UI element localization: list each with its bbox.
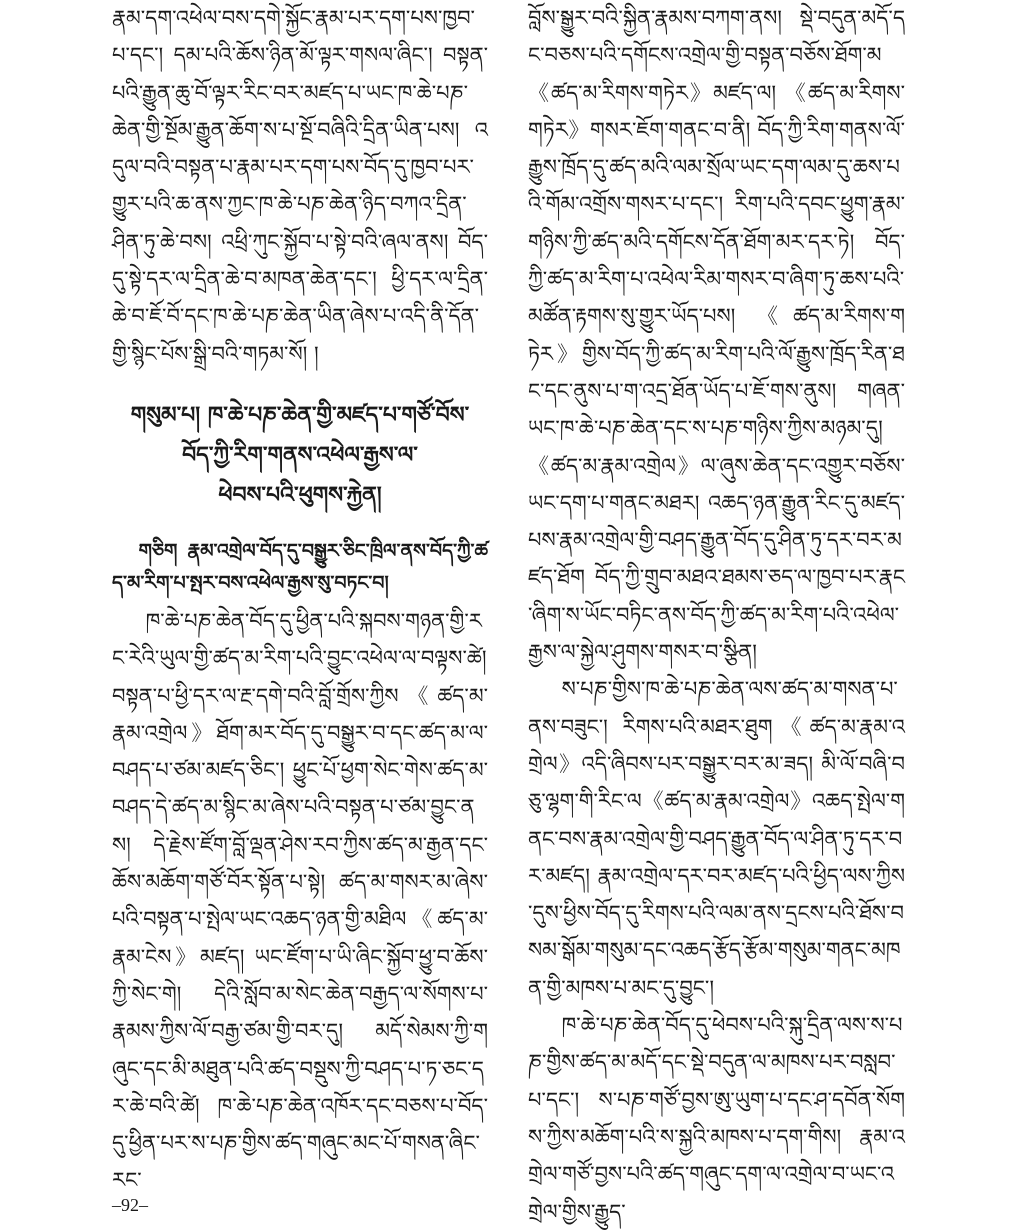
section-heading-line-1: གསུམ་པ། ཁ་ཆེ་པཎ་ཆེན་གྱི་མཛད་པ་གཙོ་བོས་: [130, 401, 470, 428]
paragraph-continued-left: རྣམ་དག་འཕེལ་བས་དགེ་སྐྱོང་རྣམ་པར་དག་པས་ཁྱབ་པ་དང་། དམ་པའི་ཆོས་ཉིན་མོ་ལྟར་གསལ་ཞིང་། བསྟན་པའི་རྒྱུན་ཆུ་བོ་ལྟར་རིང་བར་མཛད་པ་ཡང་ཁ་ཆེ་པཎ་ཆེན་གྱི་སྔོམ་རྒྱུན་ཆོག་ས་པ་སྔོ་བཞིའི་དྲིན་ཡིན་པས། འདུལ་བའི་བསྟན་པ་རྣམ་པར་དག་པས་བོད་དུ་ཁྱབ་པར་གྱུར་པའི་ཆ་ནས་ཀྱང་ཁ་ཆེ་པཎ་ཆེན་ཉིད་བཀའ་དྲིན་ཤིན་ཏུ་ཆེ་བས། འཕྲི་ཀུང་སྐྱོབ་པ་སྟེ་བའི་ཞལ་ནས། བོད་དུ་སྟེ་དར་ལ་དྲིན་ཆེ་བ་མཁན་ཆེན་དང་། ཕྱི་དར་ལ་དྲིན་ཆེ་བ་ཇོ་བོ་དང་ཁ་ཆེ་པཎ་ཆེན་ཡིན་ཞེས་པ་འདི་ནི་དོན་གྱི་སྙིང་པོས་སྒྲི་བའི་གཏམ་སོ། །: [112, 6, 488, 366]
left-column: [112, 0, 488, 1200]
page-number: –92–: [112, 1195, 148, 1215]
section-heading-line-2: བོད་ཀྱི་རིག་གནས་འཕེལ་རྒྱས་ལ་: [182, 441, 418, 468]
section-heading-line-3: ཕེབས་པའི་ཕུགས་རྐྱེན།: [218, 481, 382, 508]
paragraph-main-left: ཁ་ཆེ་པཎ་ཆེན་བོད་དུ་ཕྱིན་པའི་སྐབས་གཉན་གྱི་རང་རེའི་ཡུལ་གྱི་ཚད་མ་རིག་པའི་བྱུང་འཕེལ་ལ་བལྟས་ཚེ། བསྟན་པ་ཕྱི་དར་ལ་རྔ་དགེ་བའི་བློ་གྲོས་ཀྱིས《ཚད་མ་རྣམ་འགྲེལ》ཐོག་མར་བོད་དུ་བསྒྱུར་བ་དང་ཚད་མ་ལ་བཤད་པ་ཙམ་མཛད་ཅིང་། ཕྱུང་པོ་ཕྱག་སེང་གེས་ཚད་མ་བཤད་དེ་ཚད་མ་སྙིང་མ་ཞེས་པའི་བསྟན་པ་ཙམ་བྱུང་ནས། དེ་རྗེས་ཛོག་བློ་ལྡན་ཤེས་རབ་ཀྱིས་ཚད་མ་རྒྱན་དང་ཆོས་མཆོག་གཙོ་བོར་སྟོན་པ་སྟེ། ཚད་མ་གསར་མ་ཞེས་པའི་བསྟན་པ་སྤེལ་ཡང་འཆད་ཉན་གྱི་མཐིལ《ཚད་མ་རྣམ་ངེས》མཛད། ཡང་ཛོག་པ་ཡི་ཞིང་སྐྱོབ་ཕྱུ་བ་ཆོས་ཀྱི་སེང་གེ། དེའི་སློབ་མ་སེང་ཆེན་བརྒྱད་ལ་སོགས་པ་རྣམས་ཀྱིས་ལོ་བརྒྱ་ཙམ་གྱི་བར་དུ། མདོ་སེམས་ཀྱི་གཞུང་དང་མི་མཐུན་པའི་ཚད་བསྡུས་ཀྱི་བཤད་པ་ཏ་ཅང་དར་ཆེ་བའི་ཚེ། ཁ་ཆེ་པཎ་ཆེན་འཁོར་དང་བཅས་པ་བོད་དུ་ཕྱིན་པར་ས་པཎ་གྱིས་ཚད་གཞུང་མང་པོ་གསན་ཞིང་རང་: [112, 608, 488, 1193]
paragraph-right-3: ཁ་ཆེ་པཎ་ཆེན་བོད་དུ་ཕེབས་པའི་སྐུ་དྲིན་ལས་ས་པཎ་གྱིས་ཚད་མ་མདོ་དང་སྡེ་བདུན་ལ་མཁས་པར་བསླབ་པ་དང་། ས་པཎ་གཙོ་བྱས་ཨུ་ཡུག་པ་དང་ཤ་དབོན་སོགས་ཀྱིས་མཆོག་པའི་ས་སྐྱའི་མཁས་པ་དག་གིས། རྣམ་འགྲེལ་གཙོ་བྱས་པའི་ཚད་གཞུང་དག་ལ་འགྲེལ་བ་ཡང་འགྲེལ་གྱིས་རྒྱུད་: [528, 1013, 905, 1224]
subsection-heading: གཅིག རྣམ་འགྲེལ་བོད་དུ་བསྒྱུར་ཅིང་ཁྲིལ་ནས་བོད་ཀྱི་ཚད་མ་རིག་པ་སྤར་བས་འཕེལ་རྒྱས་སུ་བཏང་བ།: [112, 539, 488, 594]
right-column: [528, 0, 905, 1231]
paragraph-continued-right: བློས་སྒྱུར་བའི་སྐྱིན་རྣམས་བཀག་ནས། སྡེ་བདུན་མདོ་དང་བཅས་པའི་དགོངས་འགྲེལ་གྱི་བསྟན་བཅོས་ཐོག་མ《ཚད་མ་རིགས་གཏེར》མཛད་ལ། 《ཚད་མ་རིགས་གཏེར》གསར་ཇོག་གནང་བ་ནི། བོད་ཀྱི་རིག་གནས་ལོ་རྒྱུས་ཁྲོད་དུ་ཚད་མའི་ལམ་སྲོལ་ཡང་དག་ལམ་དུ་ཆས་པའི་གོམ་འགྲོས་གསར་པ་དང་། རིག་པའི་དབང་ཕྱུག་རྣམ་གཉིས་ཀྱི་ཚད་མའི་དགོངས་དོན་ཐོག་མར་དར་ཏེ། བོད་ཀྱི་ཚད་མ་རིག་པ་འཕེལ་རིམ་གསར་བ་ཞིག་ཏུ་ཆས་པའི་མཚོན་རྟགས་སུ་གྱུར་ཡོད་པས། 《ཚད་མ་རིགས་གཏེར》གྱིས་བོད་ཀྱི་ཚད་མ་རིག་པའི་ལོ་རྒྱུས་ཁྲོད་རིན་ཐང་དང་ནུས་པ་ག་འདྲ་ཐོན་ཡོད་པ་ཇོ་གས་ནུས། གཞན་ཡང་ཁ་ཆེ་པཎ་ཆེན་དང་ས་པཎ་གཉིས་ཀྱིས་མཉམ་དུ། 《ཚད་མ་རྣམ་འགྲེལ》ལ་ཞུས་ཆེན་དང་འགྱུར་བཅོས་ཡང་དག་པ་གནང་མཐར། འཆད་ཉན་རྒྱུན་རིང་དུ་མཛད་པས་རྣམ་འགྲེལ་གྱི་བཤད་རྒྱུན་བོད་དུ་ཤིན་ཏུ་དར་བར་མཛད་ཐོག བོད་ཀྱི་གྲུབ་མཐའ་ཐམས་ཅད་ལ་ཁྱབ་པར་རྣང་ཞིག་ས་ཡོང་བཏིང་ནས་བོད་ཀྱི་ཚད་མ་རིག་པའི་འཕེལ་རྒྱས་ལ་སྐྱེལ་ཤུགས་གསར་བ་སྩིན།: [528, 6, 905, 665]
paragraph-right-2: ས་པཎ་གྱིས་ཁ་ཆེ་པཎ་ཆེན་ལས་ཚད་མ་གསན་པ་ནས་བཟུང་། རིགས་པའི་མཐར་ཐུག《ཚད་མ་རྣམ་འགྲེལ》འདི་ཞིབས་པར་བསྒྱུར་བར་མ་ཟད། མི་ལོ་བཞི་བཅུ་ལྷག་གི་རིང་ལ《ཚད་མ་རྣམ་འགྲེལ》འཆད་སྤེལ་གནང་བས་རྣམ་འགྲེལ་གྱི་བཤད་རྒྱུན་བོད་ལ་ཤིན་ཏུ་དར་བར་མཛད། རྣམ་འགྲེལ་དར་བར་མཛད་པའི་ཕྱིད་ལས་ཀྱིས་དུས་ཕྱིས་བོད་དུ་རིགས་པའི་ལམ་ནས་དྲངས་པའི་ཐོས་བསམ་སྒོམ་གསུམ་དང་འཆད་རྩོད་རྩོམ་གསུམ་གནང་མཁན་གྱི་མཁས་པ་མང་དུ་བྱུང་།: [528, 677, 905, 1000]
section-heading: [112, 395, 488, 515]
